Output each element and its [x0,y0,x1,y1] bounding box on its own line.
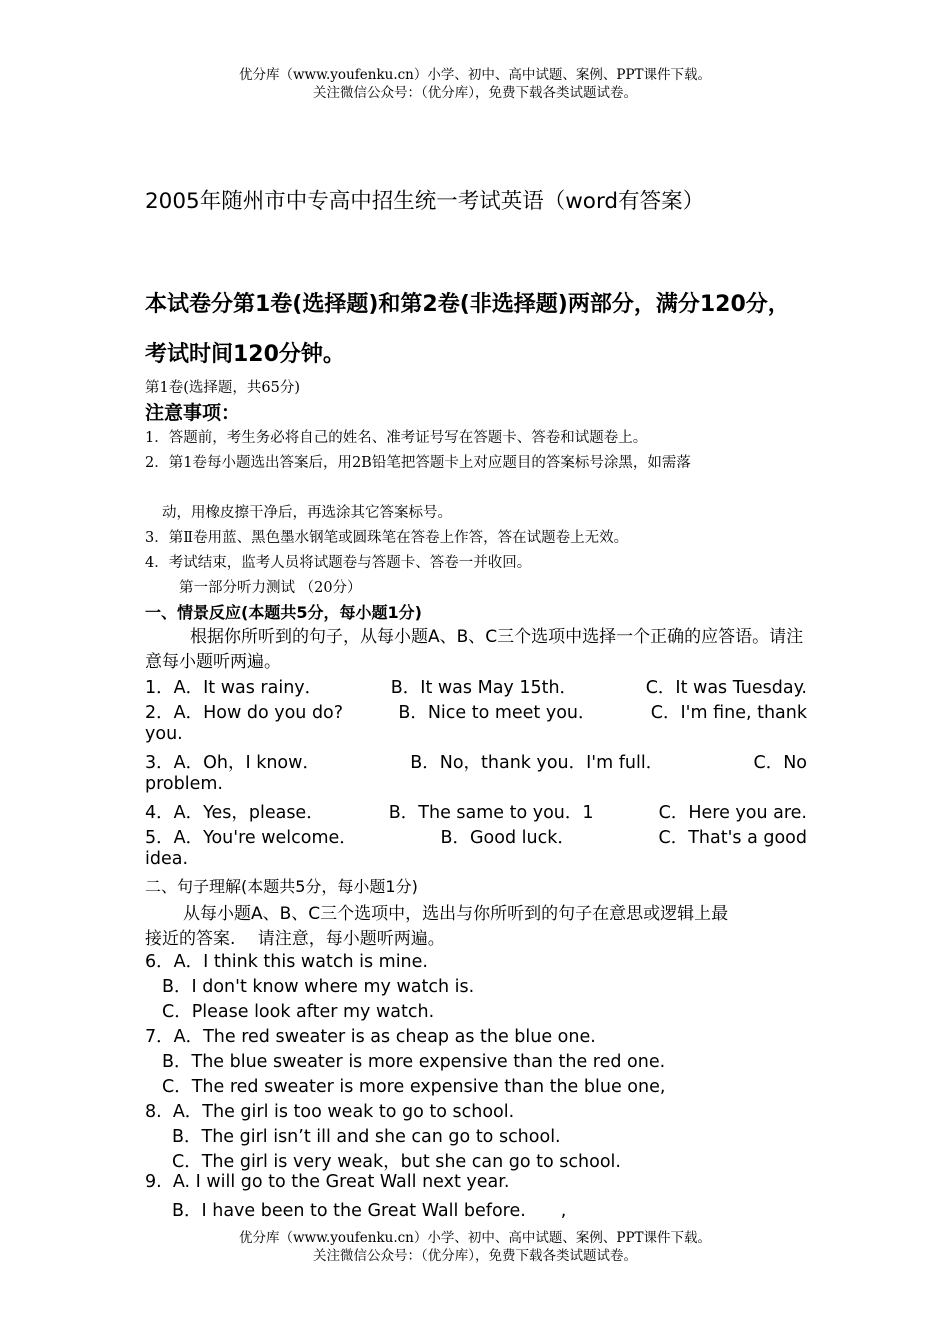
section-2-instruction-a: 从每小题A、B、C三个选项中，选出与你所听到的句子在意思或逻辑上最 [183,904,729,924]
question-2 [145,699,807,724]
q3-option-a: 3．A．Oh，I know． [145,753,320,773]
section-2-instruction-b: 接近的答案. 请注意，每小题听两遍。 [145,929,445,949]
intro-paragraph: 本试卷分第1卷(选择题)和第2卷(非选择题)两部分，满分120分，考试时间120分钟。 [145,292,790,367]
q3-continuation: problem. [145,774,223,794]
q5-option-b: B．Good luck． [440,828,575,848]
q9-option-a: 9. A. I will go to the Great Wall next year. [145,1172,510,1192]
q2-option-c: C．I'm fine, thank [650,703,807,723]
question-1 [145,674,807,699]
q4-option-c: C．Here you are. [658,803,807,823]
q2-option-b: B．Nice to meet you． [398,703,596,723]
part-1-title: 第一部分听力测试 （20分） [179,580,362,596]
q7-option-b: B．The blue sweater is more expensive than the red one. [162,1052,666,1072]
question-4 [145,799,807,824]
q5-continuation: idea. [145,849,189,869]
footer-line-2: 关注微信公众号：（优分库），免费下载各类试题试卷。 [313,1248,637,1264]
q4-option-a: 4．A．Yes，please． [145,803,324,823]
notice-item-2: 2．第1卷每小题选出答案后，用2B铅笔把答题卡上对应题目的答案标号涂黑，如需落 [145,455,691,471]
q3-option-b: B．No，thank you．I'm full． [410,753,664,773]
q2-continuation: you. [145,724,183,744]
q9-option-b: B．I have been to the Great Wall before. , [172,1201,567,1221]
q7-option-a: 7．A．The red sweater is as cheap as the blue one. [145,1027,596,1047]
q4-option-b: B．The same to you．1 [388,803,594,823]
q3-option-c: C．No [753,753,807,773]
header-line-1: 优分库（www.youfenku.cn）小学、初中、高中试题、案例、PPT课件下载。 [238,67,712,83]
q8-option-a: 8. A．The girl is too weak to go to school. [145,1102,515,1122]
section-1-title: 一、情景反应(本题共5分，每小题1分) [145,603,422,622]
section-1-instruction: 根据你所听到的句子，从每小题A、B、C三个选项中选择一个正确的应答语。请注意每小题听两遍。 [145,627,804,672]
question-5 [145,824,807,849]
q6-option-a: 6．A．I think this watch is mine. [145,952,428,972]
volume-1-label: 第1卷(选择题，共65分) [145,380,300,396]
q8-option-c: C．The girl is very weak，but she can go to school. [172,1152,621,1172]
section-2-title: 二、句子理解(本题共5分，每小题1分) [145,877,418,896]
header-line-2: 关注微信公众号：（优分库），免费下载各类试题试卷。 [313,85,637,101]
q5-option-c: C．That's a good [658,828,807,848]
q6-option-b: B．I don't know where my watch is. [162,977,475,997]
q1-option-c: C．It was Tuesday. [645,678,807,698]
question-3 [145,749,807,774]
page-footer [0,1229,950,1265]
notice-item-4: 4．考试结束，监考人员将试题卷与答题卡、答卷一并收回。 [145,555,532,571]
q2-option-a: 2．A．How do you do? [145,703,344,723]
notice-item-3: 3．第Ⅱ卷用蓝、黑色墨水钢笔或圆珠笔在答卷上作答，答在试题卷上无效。 [145,530,629,546]
q1-option-b: B．It was May 15th． [390,678,578,698]
page-header [0,66,950,102]
document-title: 2005年随州市中专高中招生统一考试英语（word有答案） [145,189,705,214]
notice-item-2-cont: 动，用橡皮擦干净后，再选涂其它答案标号。 [162,505,452,521]
q7-option-c: C．The red sweater is more expensive than the blue one, [162,1077,666,1097]
notice-title: 注意事项： [145,402,241,424]
q6-option-c: C．Please look after my watch. [162,1002,435,1022]
q1-option-a: 1．A．It was rainy． [145,678,323,698]
notice-item-1: 1．答题前，考生务必将自己的姓名、准考证号写在答题卡、答卷和试题卷上。 [145,430,648,446]
q8-option-b: B．The girl isn’t ill and she can go to school. [172,1127,561,1147]
q5-option-a: 5．A．You're welcome． [145,828,357,848]
footer-line-1: 优分库（www.youfenku.cn）小学、初中、高中试题、案例、PPT课件下载。 [238,1230,712,1246]
